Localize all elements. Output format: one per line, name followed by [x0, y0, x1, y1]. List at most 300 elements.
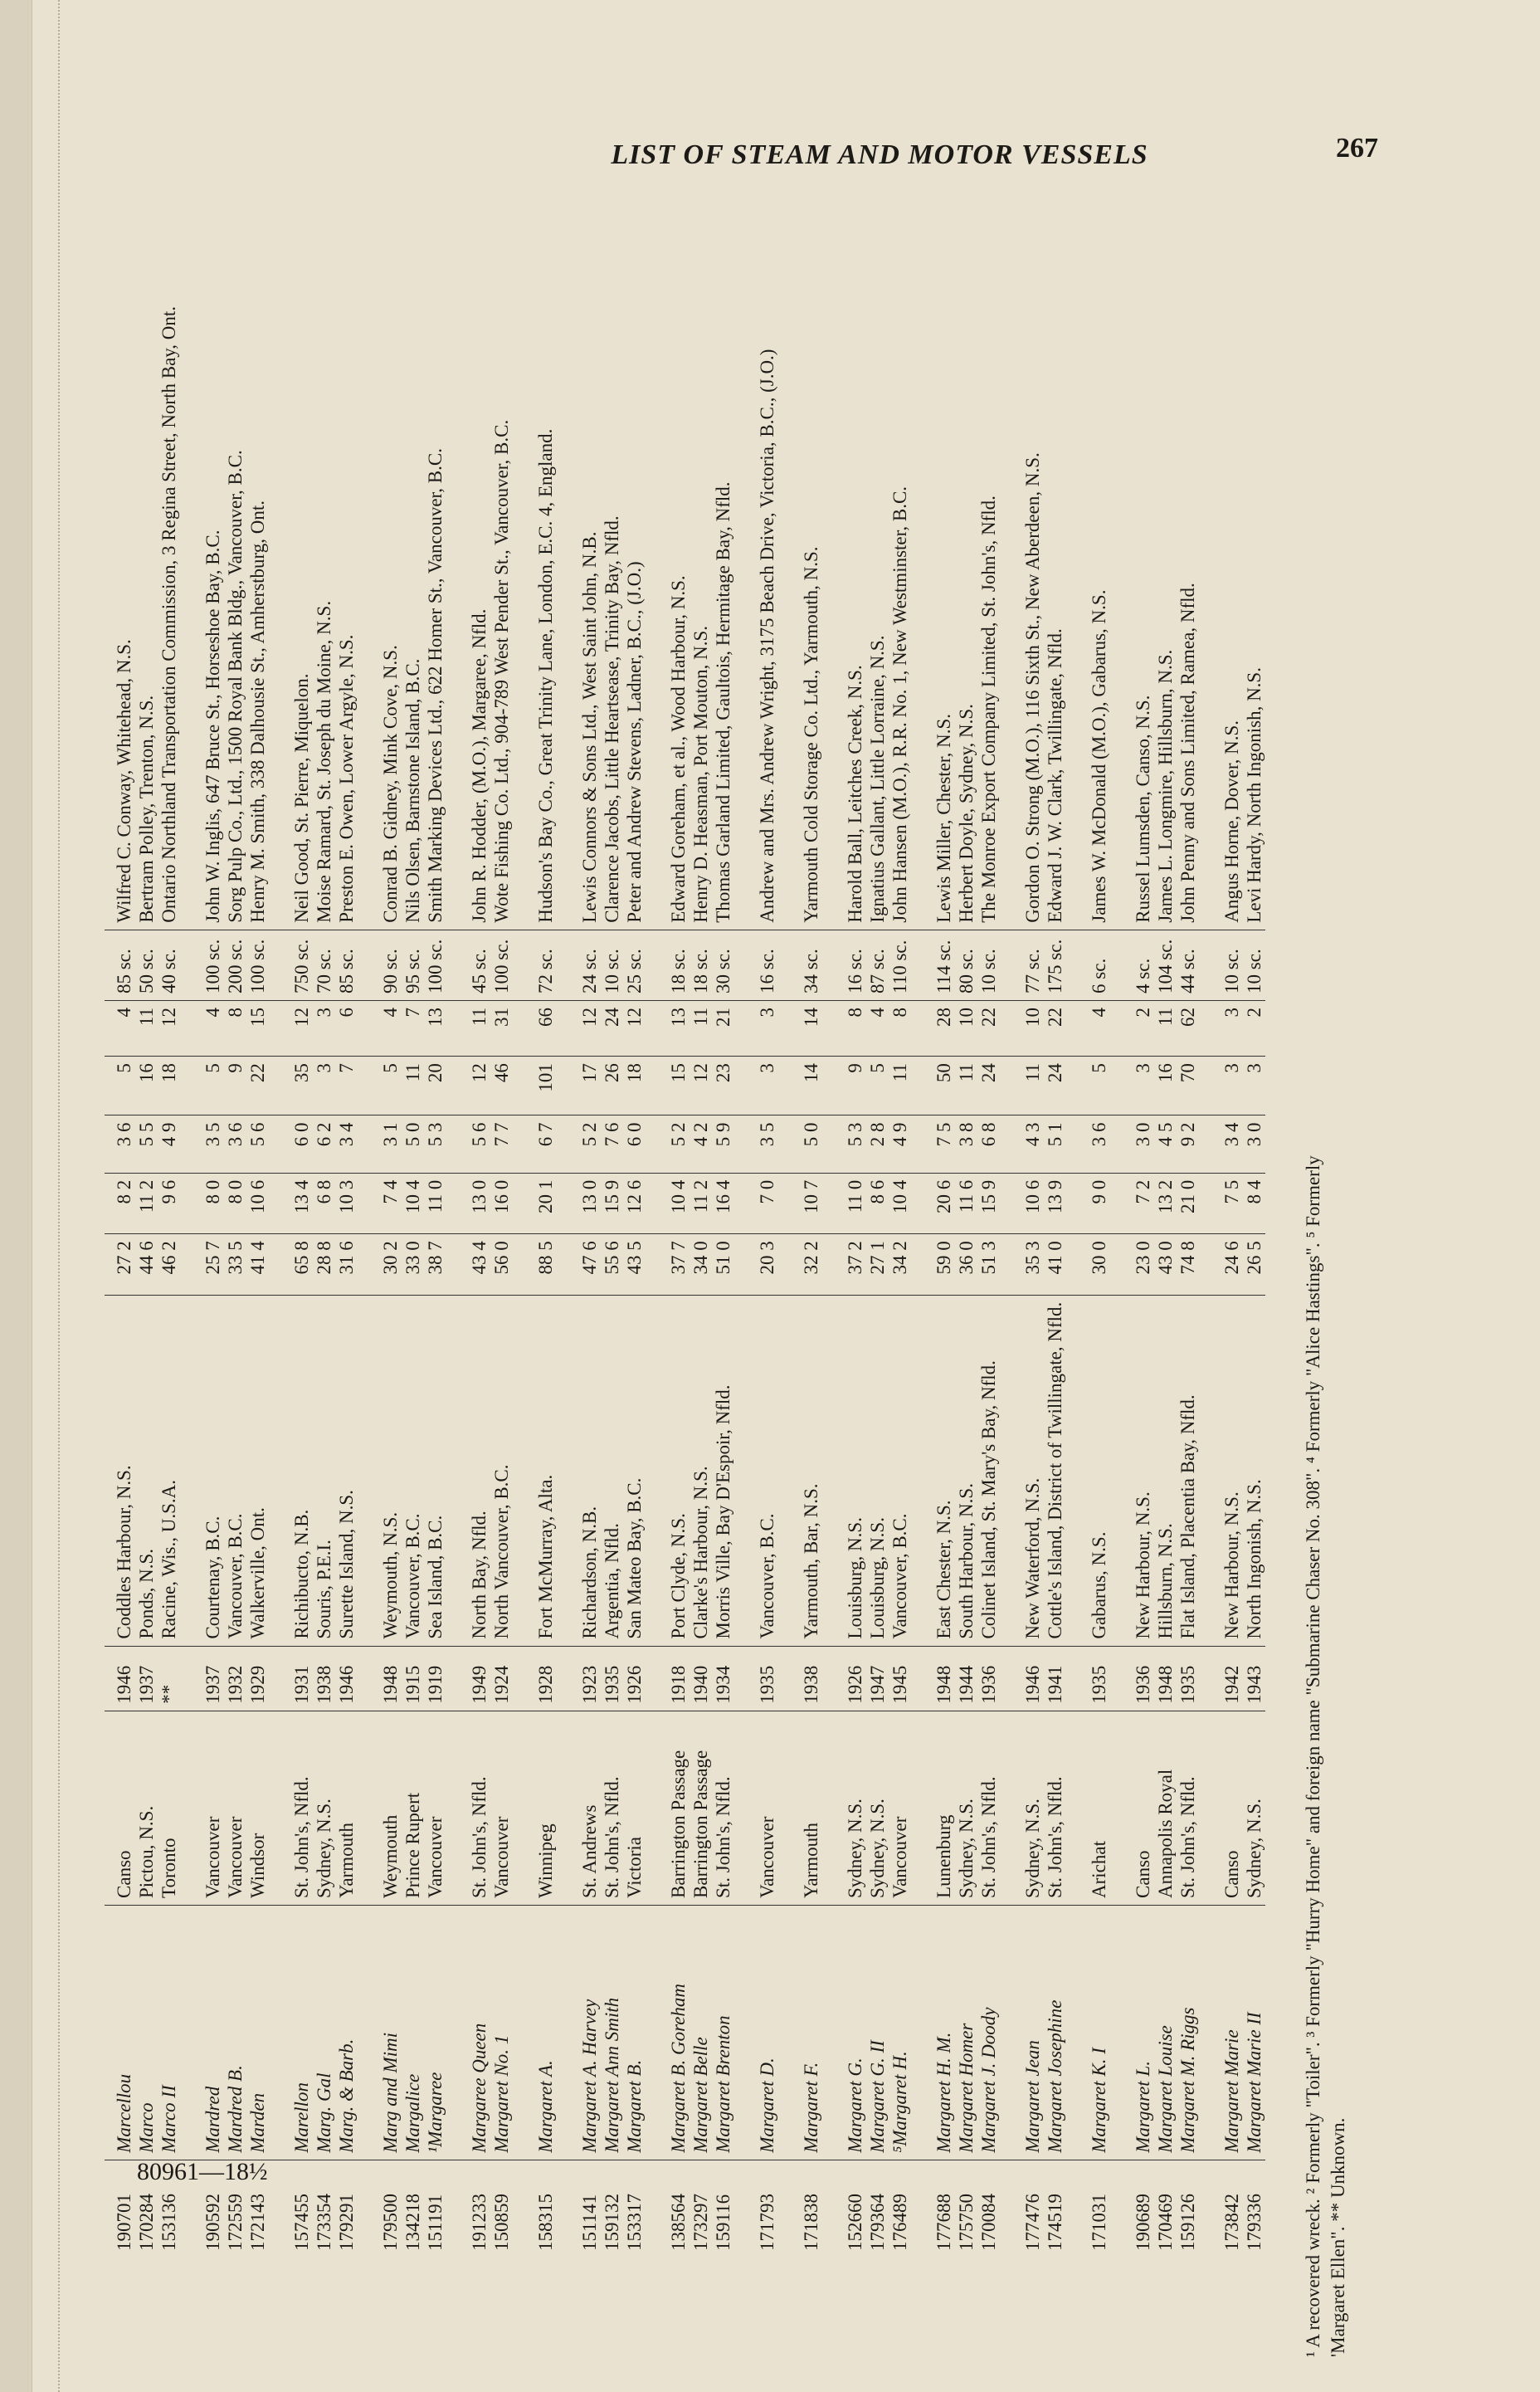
- owner-address: John W. Inglis, 647 Bruce St., Horseshoe Bay, B.C.: [202, 530, 223, 923]
- official-number: 159132: [601, 2160, 623, 2258]
- depth: 5 1: [1044, 1115, 1066, 1173]
- official-number: 158315: [513, 2160, 557, 2258]
- depth: 5 2: [557, 1115, 601, 1173]
- gross-tonnage: 15: [646, 1057, 690, 1115]
- depth: 7 6: [601, 1115, 623, 1173]
- gross-tonnage: 3: [734, 1057, 778, 1115]
- breadth: 13 0: [557, 1173, 601, 1234]
- owner-address: Andrew and Mrs. Andrew Wright, 3175 Beach Drive, Victoria, B.C., (J.O.): [757, 349, 777, 923]
- gross-tonnage: 3: [313, 1057, 335, 1115]
- gross-tonnage: 46: [490, 1057, 513, 1115]
- depth: 7 7: [490, 1115, 513, 1173]
- official-number: 159126: [1177, 2160, 1199, 2258]
- depth: 5 3: [424, 1115, 446, 1173]
- owner-address: The Monroe Export Company Limited, St. John's, Nfld.: [978, 495, 999, 923]
- official-number: 179336: [1243, 2160, 1265, 2258]
- depth: 3 5: [180, 1115, 224, 1173]
- breadth: 13 4: [269, 1173, 313, 1234]
- engine: 24 sc.: [557, 930, 601, 1000]
- net-tonnage: 11: [135, 1000, 158, 1056]
- rotated-register: [105, 191, 1349, 2258]
- official-number: 175750: [955, 2160, 977, 2258]
- table-row: [180, 191, 224, 2258]
- net-tonnage: 11: [446, 1000, 490, 1056]
- net-tonnage: 11: [690, 1000, 712, 1056]
- engine: 40 sc.: [158, 930, 180, 1000]
- place-built: Ponds, N.S.: [135, 1295, 158, 1646]
- place-built: New Harbour, N.S.: [1199, 1295, 1243, 1646]
- place-built: North Ingonish, N.S.: [1243, 1295, 1265, 1646]
- gross-tonnage: 5: [113, 1057, 135, 1115]
- length: 43 0: [1154, 1234, 1177, 1296]
- vessel-name: Margaret F.: [778, 1905, 822, 2160]
- breadth: 10 4: [646, 1173, 690, 1234]
- net-tonnage: 4: [113, 1000, 135, 1056]
- table-row: [690, 191, 712, 2258]
- port-of-registry: Pictou, N.S.: [135, 1711, 158, 1905]
- breadth: 13 2: [1154, 1173, 1177, 1234]
- port-of-registry: Victoria: [623, 1711, 646, 1905]
- net-tonnage: 3: [734, 1000, 778, 1056]
- official-number: 153136: [158, 2160, 180, 2258]
- depth: 5 3: [822, 1115, 866, 1173]
- length: 41 4: [246, 1234, 269, 1296]
- net-tonnage: 2: [1243, 1000, 1265, 1056]
- owner-address: Harold Ball, Leitches Creek, N.S.: [845, 665, 865, 923]
- vessel-name: ¹Margaree: [424, 1905, 446, 2160]
- breadth: 7 4: [358, 1173, 402, 1234]
- year-built: 1937: [180, 1646, 224, 1711]
- table-row: [955, 191, 977, 2258]
- year-built: 1941: [1044, 1646, 1066, 1711]
- port-of-registry: Canso: [113, 1711, 135, 1905]
- vessel-name: Mardred B.: [224, 1905, 246, 2160]
- depth: 3 6: [1066, 1115, 1110, 1173]
- port-of-registry: Weymouth: [358, 1711, 402, 1905]
- length: 37 7: [646, 1234, 690, 1296]
- place-built: New Waterford, N.S.: [1000, 1295, 1044, 1646]
- breadth: 20 6: [911, 1173, 955, 1234]
- engine: 100 sc.: [180, 930, 224, 1000]
- table-row: [424, 191, 446, 2258]
- depth: 5 2: [646, 1115, 690, 1173]
- engine: 100 sc.: [246, 930, 269, 1000]
- vessel-name: Marg and Mimi: [358, 1905, 402, 2160]
- place-built: Hillsburn, N.S.: [1154, 1295, 1177, 1646]
- port-of-registry: Prince Rupert: [402, 1711, 424, 1905]
- net-tonnage: 8: [889, 1000, 911, 1056]
- official-number: 151191: [424, 2160, 446, 2258]
- table-row: [778, 191, 822, 2258]
- year-built: 1926: [822, 1646, 866, 1711]
- place-built: North Vancouver, B.C.: [490, 1295, 513, 1646]
- table-row: [712, 191, 734, 2258]
- engine: 85 sc.: [113, 930, 135, 1000]
- table-row: [135, 191, 158, 2258]
- breadth: 10 7: [778, 1173, 822, 1234]
- net-tonnage: 12: [269, 1000, 313, 1056]
- official-number: 173354: [313, 2160, 335, 2258]
- page-title: LIST OF STEAM AND MOTOR VESSELS: [611, 139, 1148, 170]
- port-of-registry: St. Andrews: [557, 1711, 601, 1905]
- owner-address: Henry D. Heasman, Port Mouton, N.S.: [690, 625, 711, 923]
- engine: 30 sc.: [712, 930, 734, 1000]
- official-number: 172143: [246, 2160, 269, 2258]
- net-tonnage: 12: [557, 1000, 601, 1056]
- year-built: 1942: [1199, 1646, 1243, 1711]
- table-row: [335, 191, 358, 2258]
- net-tonnage: 4: [866, 1000, 889, 1056]
- depth: 6 8: [977, 1115, 1000, 1173]
- vessel-name: Margaret Josephine: [1044, 1905, 1066, 2160]
- net-tonnage: 2: [1110, 1000, 1154, 1056]
- owner-address: Sorg Pulp Co., Ltd., 1500 Royal Bank Bldg., Vancouver, B.C.: [225, 450, 246, 923]
- vessel-name: Margaret Jean: [1000, 1905, 1044, 2160]
- vessel-name: Margalice: [402, 1905, 424, 2160]
- gross-tonnage: 9: [224, 1057, 246, 1115]
- page-number: 267: [1336, 133, 1378, 164]
- depth: 4 5: [1154, 1115, 1177, 1173]
- place-built: Yarmouth, Bar, N.S.: [778, 1295, 822, 1646]
- vessel-name: Marden: [246, 1905, 269, 2160]
- breadth: 15 9: [601, 1173, 623, 1234]
- owner-address: Neil Good, St. Pierre, Miquelon.: [291, 673, 312, 923]
- engine: 18 sc.: [646, 930, 690, 1000]
- year-built: 1948: [911, 1646, 955, 1711]
- port-of-registry: Lunenburg: [911, 1711, 955, 1905]
- table-row: [911, 191, 955, 2258]
- engine: 72 sc.: [513, 930, 557, 1000]
- table-row: [402, 191, 424, 2258]
- table-row: [977, 191, 1000, 2258]
- year-built: 1928: [513, 1646, 557, 1711]
- place-built: Clarke's Harbour, N.S.: [690, 1295, 712, 1646]
- net-tonnage: 31: [490, 1000, 513, 1056]
- year-built: 1946: [113, 1646, 135, 1711]
- official-number: 172559: [224, 2160, 246, 2258]
- official-number: 191233: [446, 2160, 490, 2258]
- official-number: 179500: [358, 2160, 402, 2258]
- table-row: [358, 191, 402, 2258]
- year-built: 1935: [734, 1646, 778, 1711]
- table-row: [889, 191, 911, 2258]
- port-of-registry: St. John's, Nfld.: [601, 1711, 623, 1905]
- owner-address: Ontario Northland Transportation Commission, 3 Regina Street, North Bay, Ont.: [158, 305, 179, 923]
- vessel-name: Marellon: [269, 1905, 313, 2160]
- table-row: [557, 191, 601, 2258]
- engine: 90 sc.: [358, 930, 402, 1000]
- length: 55 6: [601, 1234, 623, 1296]
- length: 33 0: [402, 1234, 424, 1296]
- port-of-registry: St. John's, Nfld.: [977, 1711, 1000, 1905]
- breadth: 11 2: [690, 1173, 712, 1234]
- gross-tonnage: 24: [1044, 1057, 1066, 1115]
- owner-address: Moise Ramard, St. Joseph du Moine, N.S.: [314, 600, 334, 923]
- engine: 10 sc.: [1199, 930, 1243, 1000]
- table-row: [269, 191, 313, 2258]
- engine: 34 sc.: [778, 930, 822, 1000]
- engine: 44 sc.: [1177, 930, 1199, 1000]
- gross-tonnage: 5: [1066, 1057, 1110, 1115]
- owner-address: Levi Hardy, North Ingonish, N.S.: [1244, 667, 1265, 923]
- depth: 5 6: [246, 1115, 269, 1173]
- table-row: [446, 191, 490, 2258]
- year-built: 1946: [1000, 1646, 1044, 1711]
- year-built: 1935: [601, 1646, 623, 1711]
- owner-address: Gordon O. Strong (M.O.), 116 Sixth St., New Aberdeen, N.S.: [1022, 452, 1043, 923]
- gross-tonnage: 5: [180, 1057, 224, 1115]
- engine: 25 sc.: [623, 930, 646, 1000]
- print-code: 80961—18½: [137, 2158, 268, 2185]
- length: 51 3: [977, 1234, 1000, 1296]
- year-built: 1915: [402, 1646, 424, 1711]
- vessel-name: Margaret B. Goreham: [646, 1905, 690, 2160]
- port-of-registry: Barrington Passage: [646, 1711, 690, 1905]
- length: 30 0: [1066, 1234, 1110, 1296]
- place-built: Port Clyde, N.S.: [646, 1295, 690, 1646]
- breadth: 11 0: [822, 1173, 866, 1234]
- engine: 10 sc.: [1243, 930, 1265, 1000]
- net-tonnage: 13: [424, 1000, 446, 1056]
- owner-address: Preston E. Owen, Lower Argyle, N.S.: [336, 634, 357, 923]
- length: 74 8: [1177, 1234, 1199, 1296]
- engine: 85 sc.: [335, 930, 358, 1000]
- owner-address: Peter and Andrew Stevens, Ladner, B.C., (J.O.): [624, 561, 645, 923]
- depth: 5 0: [778, 1115, 822, 1173]
- breadth: 16 4: [712, 1173, 734, 1234]
- gross-tonnage: 14: [778, 1057, 822, 1115]
- owner-address: Clarence Jacobs, Little Heartsease, Trinity Bay, Nfld.: [602, 515, 622, 923]
- year-built: 1935: [1177, 1646, 1199, 1711]
- port-of-registry: Sydney, N.S.: [313, 1711, 335, 1905]
- vessel-name: Margaret Brenton: [712, 1905, 734, 2160]
- breadth: 7 5: [1199, 1173, 1243, 1234]
- official-number: 173297: [690, 2160, 712, 2258]
- engine: 77 sc.: [1000, 930, 1044, 1000]
- owner-address: Thomas Garland Limited, Gaultois, Hermitage Bay, Nfld.: [713, 481, 733, 923]
- length: 27 2: [113, 1234, 135, 1296]
- net-tonnage: 8: [224, 1000, 246, 1056]
- breadth: 10 4: [889, 1173, 911, 1234]
- engine: 100 sc.: [490, 930, 513, 1000]
- place-built: Weymouth, N.S.: [358, 1295, 402, 1646]
- vessel-name: Margaret M. Riggs: [1177, 1905, 1199, 2160]
- length: 65 8: [269, 1234, 313, 1296]
- vessel-table: [105, 191, 1265, 2258]
- gross-tonnage: 16: [1154, 1057, 1177, 1115]
- vessel-name: Margaret G.: [822, 1905, 866, 2160]
- port-of-registry: Sydney, N.S.: [822, 1711, 866, 1905]
- year-built: 1929: [246, 1646, 269, 1711]
- year-built: 1946: [335, 1646, 358, 1711]
- place-built: Argentia, Nfld.: [601, 1295, 623, 1646]
- port-of-registry: Sydney, N.S.: [955, 1711, 977, 1905]
- owner-address: John Hansen (M.O.), R.R. No. 1, New Westminster, B.C.: [889, 486, 910, 923]
- place-built: Walkerville, Ont.: [246, 1295, 269, 1646]
- vessel-name: Margaret Louise: [1154, 1905, 1177, 2160]
- place-built: Gabarus, N.S.: [1066, 1295, 1110, 1646]
- place-built: Flat Island, Placentia Bay, Nfld.: [1177, 1295, 1199, 1646]
- official-number: 151141: [557, 2160, 601, 2258]
- year-built: 1937: [135, 1646, 158, 1711]
- port-of-registry: Sydney, N.S.: [866, 1711, 889, 1905]
- owner-address: Conrad B. Gidney, Mink Cove, N.S.: [380, 645, 401, 923]
- vessel-name: Margaret A.: [513, 1905, 557, 2160]
- vessel-name: Marco II: [158, 1905, 180, 2160]
- place-built: East Chester, N.S.: [911, 1295, 955, 1646]
- place-built: Racine, Wis., U.S.A.: [158, 1295, 180, 1646]
- port-of-registry: Winnipeg: [513, 1711, 557, 1905]
- vessel-name: Margaret L.: [1110, 1905, 1154, 2160]
- engine: 87 sc.: [866, 930, 889, 1000]
- port-of-registry: St. John's, Nfld.: [446, 1711, 490, 1905]
- net-tonnage: 10: [955, 1000, 977, 1056]
- length: 51 0: [712, 1234, 734, 1296]
- official-number: 177688: [911, 2160, 955, 2258]
- table-row: [601, 191, 623, 2258]
- year-built: 1938: [778, 1646, 822, 1711]
- vessel-name: Marcellou: [113, 1905, 135, 2160]
- year-built: 1931: [269, 1646, 313, 1711]
- vessel-name: Margaret Marie: [1199, 1905, 1243, 2160]
- gross-tonnage: 26: [601, 1057, 623, 1115]
- vessel-name: Mardred: [180, 1905, 224, 2160]
- breadth: 11 0: [424, 1173, 446, 1234]
- engine: 175 sc.: [1044, 930, 1066, 1000]
- depth: 3 6: [224, 1115, 246, 1173]
- place-built: Courtenay, B.C.: [180, 1295, 224, 1646]
- vessel-name: Margaret No. 1: [490, 1905, 513, 2160]
- port-of-registry: Canso: [1199, 1711, 1243, 1905]
- table-row: [513, 191, 557, 2258]
- place-built: Vancouver, B.C.: [734, 1295, 778, 1646]
- official-number: 171793: [734, 2160, 778, 2258]
- table-row: [822, 191, 866, 2258]
- depth: 5 5: [135, 1115, 158, 1173]
- vessel-name: Margaret B.: [623, 1905, 646, 2160]
- breadth: 20 1: [513, 1173, 557, 1234]
- port-of-registry: Arichat: [1066, 1711, 1110, 1905]
- port-of-registry: St. John's, Nfld.: [1044, 1711, 1066, 1905]
- breadth: 8 0: [180, 1173, 224, 1234]
- owner-address: James W. McDonald (M.O.), Gabarus, N.S.: [1089, 589, 1109, 923]
- engine: 18 sc.: [690, 930, 712, 1000]
- breadth: 9 6: [158, 1173, 180, 1234]
- length: 33 5: [224, 1234, 246, 1296]
- place-built: San Mateo Bay, B.C.: [623, 1295, 646, 1646]
- official-number: 152660: [822, 2160, 866, 2258]
- table-row: [1110, 191, 1154, 2258]
- gross-tonnage: 3: [1243, 1057, 1265, 1115]
- net-tonnage: 11: [1154, 1000, 1177, 1056]
- year-built: 1923: [557, 1646, 601, 1711]
- engine: 45 sc.: [446, 930, 490, 1000]
- owner-address: Ignatius Gallant, Little Lorraine, N.S.: [867, 635, 888, 923]
- breadth: 10 6: [246, 1173, 269, 1234]
- port-of-registry: Vancouver: [424, 1711, 446, 1905]
- vessel-name: Margaree Queen: [446, 1905, 490, 2160]
- table-row: [490, 191, 513, 2258]
- breadth: 7 0: [734, 1173, 778, 1234]
- depth: 3 8: [955, 1115, 977, 1173]
- port-of-registry: Vancouver: [490, 1711, 513, 1905]
- vessel-name: Margaret K. I: [1066, 1905, 1110, 2160]
- year-built: 1945: [889, 1646, 911, 1711]
- depth: 7 5: [911, 1115, 955, 1173]
- breadth: 13 0: [446, 1173, 490, 1234]
- owner-address: Herbert Doyle, Sydney, N.S.: [956, 704, 977, 923]
- depth: 3 5: [734, 1115, 778, 1173]
- port-of-registry: Barrington Passage: [690, 1711, 712, 1905]
- gross-tonnage: 5: [866, 1057, 889, 1115]
- gross-tonnage: 9: [822, 1057, 866, 1115]
- place-built: North Bay, Nfld.: [446, 1295, 490, 1646]
- depth: 3 4: [335, 1115, 358, 1173]
- port-of-registry: Vancouver: [889, 1711, 911, 1905]
- gross-tonnage: 24: [977, 1057, 1000, 1115]
- breadth: 7 2: [1110, 1173, 1154, 1234]
- place-built: Fort McMurray, Alta.: [513, 1295, 557, 1646]
- depth: 3 0: [1110, 1115, 1154, 1173]
- owner-address: James L. Longmire, Hillsburn, N.S.: [1155, 649, 1176, 923]
- engine: 110 sc.: [889, 930, 911, 1000]
- breadth: 8 2: [113, 1173, 135, 1234]
- net-tonnage: 21: [712, 1000, 734, 1056]
- official-number: 157455: [269, 2160, 313, 2258]
- engine: 4 sc.: [1110, 930, 1154, 1000]
- depth: 6 2: [313, 1115, 335, 1173]
- vessel-name: Margaret H. M.: [911, 1905, 955, 2160]
- net-tonnage: 10: [1000, 1000, 1044, 1056]
- depth: 6 0: [623, 1115, 646, 1173]
- net-tonnage: 12: [623, 1000, 646, 1056]
- depth: 5 9: [712, 1115, 734, 1173]
- length: 31 6: [335, 1234, 358, 1296]
- gross-tonnage: 18: [623, 1057, 646, 1115]
- table-row: [866, 191, 889, 2258]
- table-row: [734, 191, 778, 2258]
- official-number: 179291: [335, 2160, 358, 2258]
- official-number: 173842: [1199, 2160, 1243, 2258]
- depth: 5 6: [446, 1115, 490, 1173]
- length: 59 0: [911, 1234, 955, 1296]
- owner-address: John Penny and Sons Limited, Ramea, Nfld.: [1177, 583, 1198, 923]
- table-row: [1177, 191, 1199, 2258]
- vessel-name: Marg. Gal: [313, 1905, 335, 2160]
- place-built: Cottle's Island, District of Twillingate, Nfld.: [1044, 1295, 1066, 1646]
- table-row: [1199, 191, 1243, 2258]
- net-tonnage: 15: [246, 1000, 269, 1056]
- owner-address: Wilfred C. Conway, Whitehead, N.S.: [114, 639, 134, 923]
- length: 30 2: [358, 1234, 402, 1296]
- official-number: 190689: [1110, 2160, 1154, 2258]
- official-number: 153317: [623, 2160, 646, 2258]
- owner-address: Hudson's Bay Co., Great Trinity Lane, London, E.C. 4, England.: [535, 428, 556, 923]
- depth: 4 9: [889, 1115, 911, 1173]
- net-tonnage: 13: [646, 1000, 690, 1056]
- port-of-registry: Yarmouth: [778, 1711, 822, 1905]
- breadth: 8 6: [866, 1173, 889, 1234]
- net-tonnage: 14: [778, 1000, 822, 1056]
- depth: 4 9: [158, 1115, 180, 1173]
- breadth: 12 6: [623, 1173, 646, 1234]
- year-built: **: [158, 1646, 180, 1711]
- table-row: [646, 191, 690, 2258]
- official-number: 171031: [1066, 2160, 1110, 2258]
- binding-perforation: [58, 0, 60, 2392]
- year-built: 1935: [1066, 1646, 1110, 1711]
- vessel-rows: [113, 191, 1265, 2258]
